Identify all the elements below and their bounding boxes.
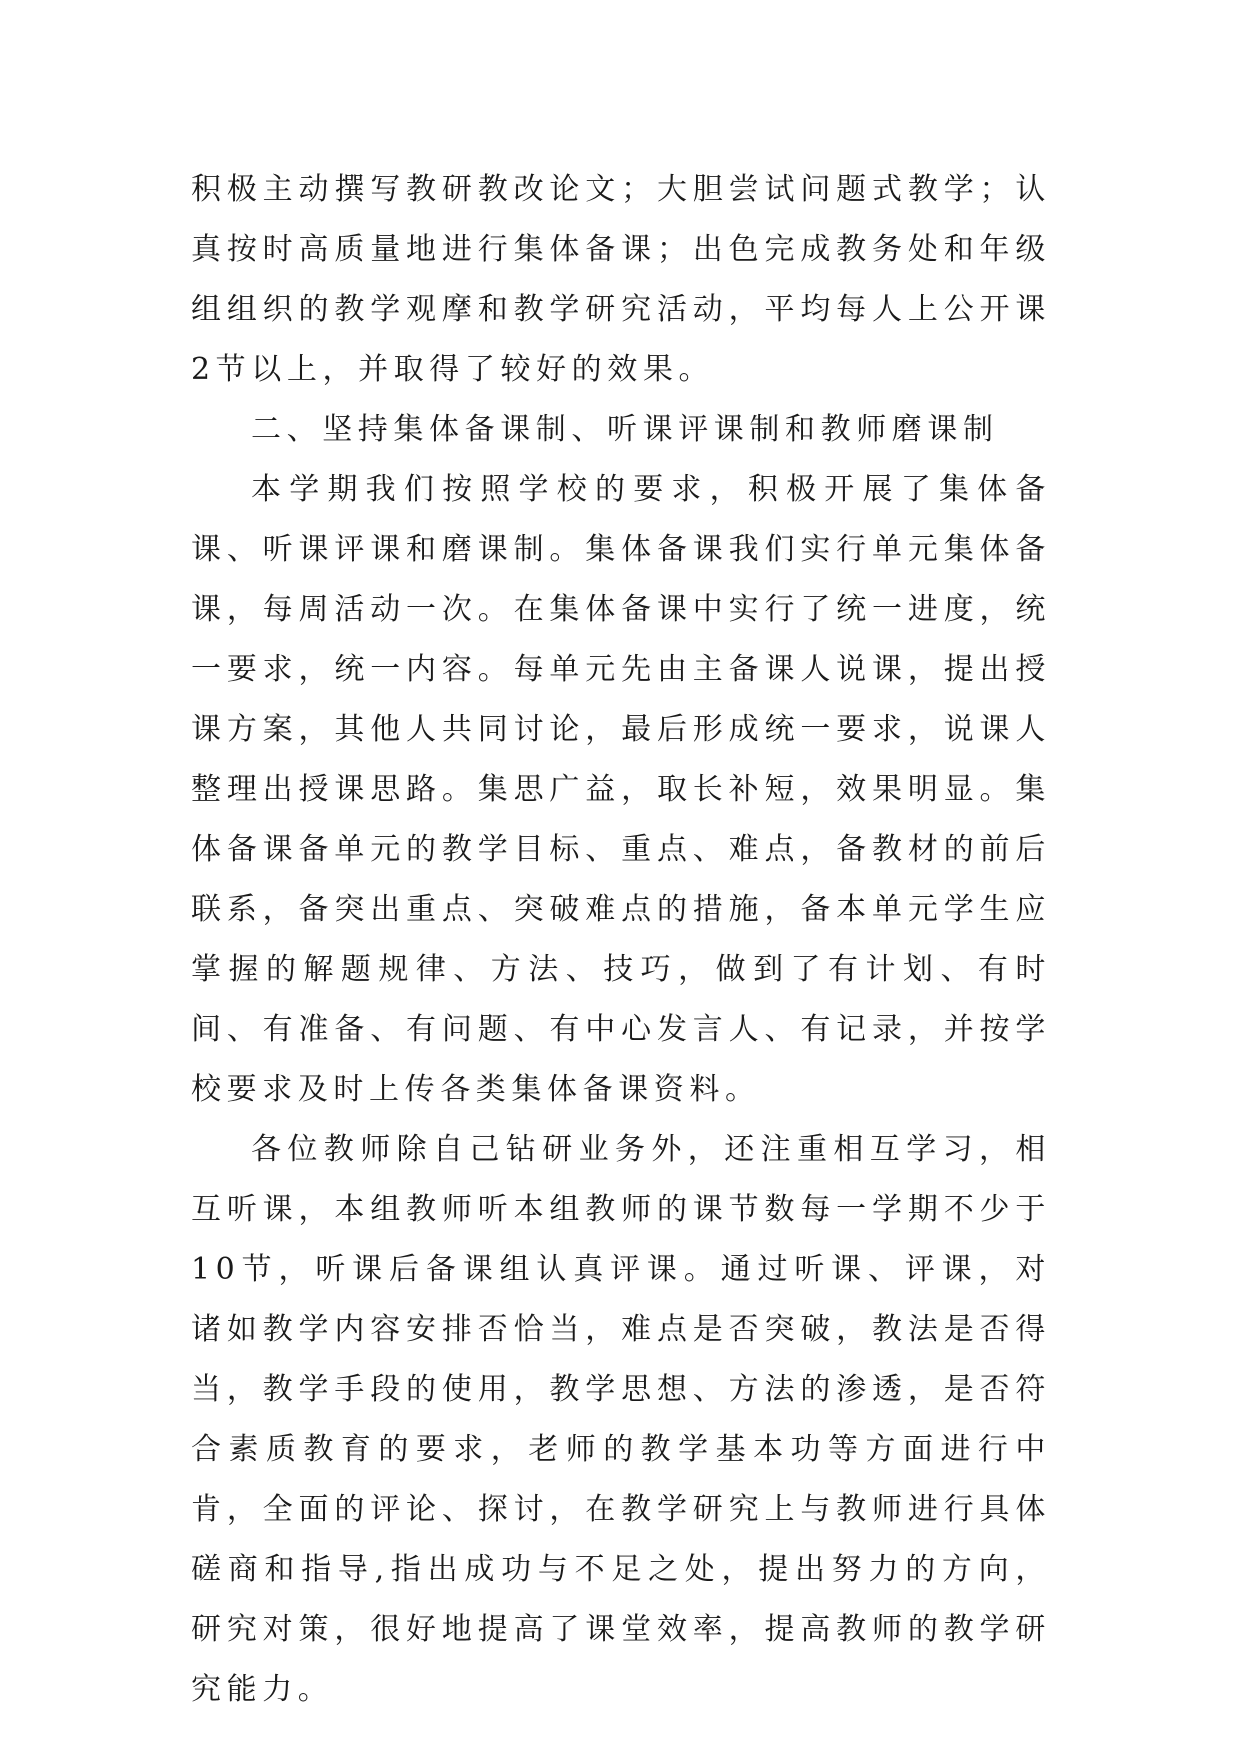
document-body bbox=[191, 160, 1051, 1720]
paragraph-lesson-observation: 各位教师除自己钻研业务外，还注重相互学习，相互听课，本组教师听本组教师的课节数每一学期不少于10节，听课后备课组认真评课。通过听课、评课，对诸如教学内容安排否恰当，难点是否突破，教法是否得当，教学手段的使用，教学思想、方法的渗透，是否符合素质教育的要求，老师的教学基本功等方面进行中肯，全面的评论、探讨，在教学研究上与教师进行具体磋商和指导,指出成功与不足之处，提出努力的方向，研究对策，很好地提高了课堂效率，提高教师的教学研究能力。 bbox=[191, 1132, 1051, 1707]
paragraph-continued: 积极主动撰写教研教改论文；大胆尝试问题式教学；认真按时高质量地进行集体备课；出色完成教务处和年级组组织的教学观摩和教学研究活动，平均每人上公开课2节以上，并取得了较好的效果。 bbox=[191, 172, 1051, 387]
paragraph-collective-preparation: 本学期我们按照学校的要求，积极开展了集体备课、听课评课和磨课制。集体备课我们实行单元集体备课，每周活动一次。在集体备课中实行了统一进度，统一要求，统一内容。每单元先由主备课人说课，提出授课方案，其他人共同讨论，最后形成统一要求，说课人整理出授课思路。集思广益，取长补短，效果明显。集体备课备单元的教学目标、重点、难点，备教材的前后联系，备突出重点、突破难点的措施，备本单元学生应掌握的解题规律、方法、技巧，做到了有计划、有时间、有准备、有问题、有中心发言人、有记录，并按学校要求及时上传各类集体备课资料。 bbox=[191, 472, 1051, 1107]
section-heading: 二、坚持集体备课制、听课评课制和教师磨课制 bbox=[251, 412, 999, 447]
